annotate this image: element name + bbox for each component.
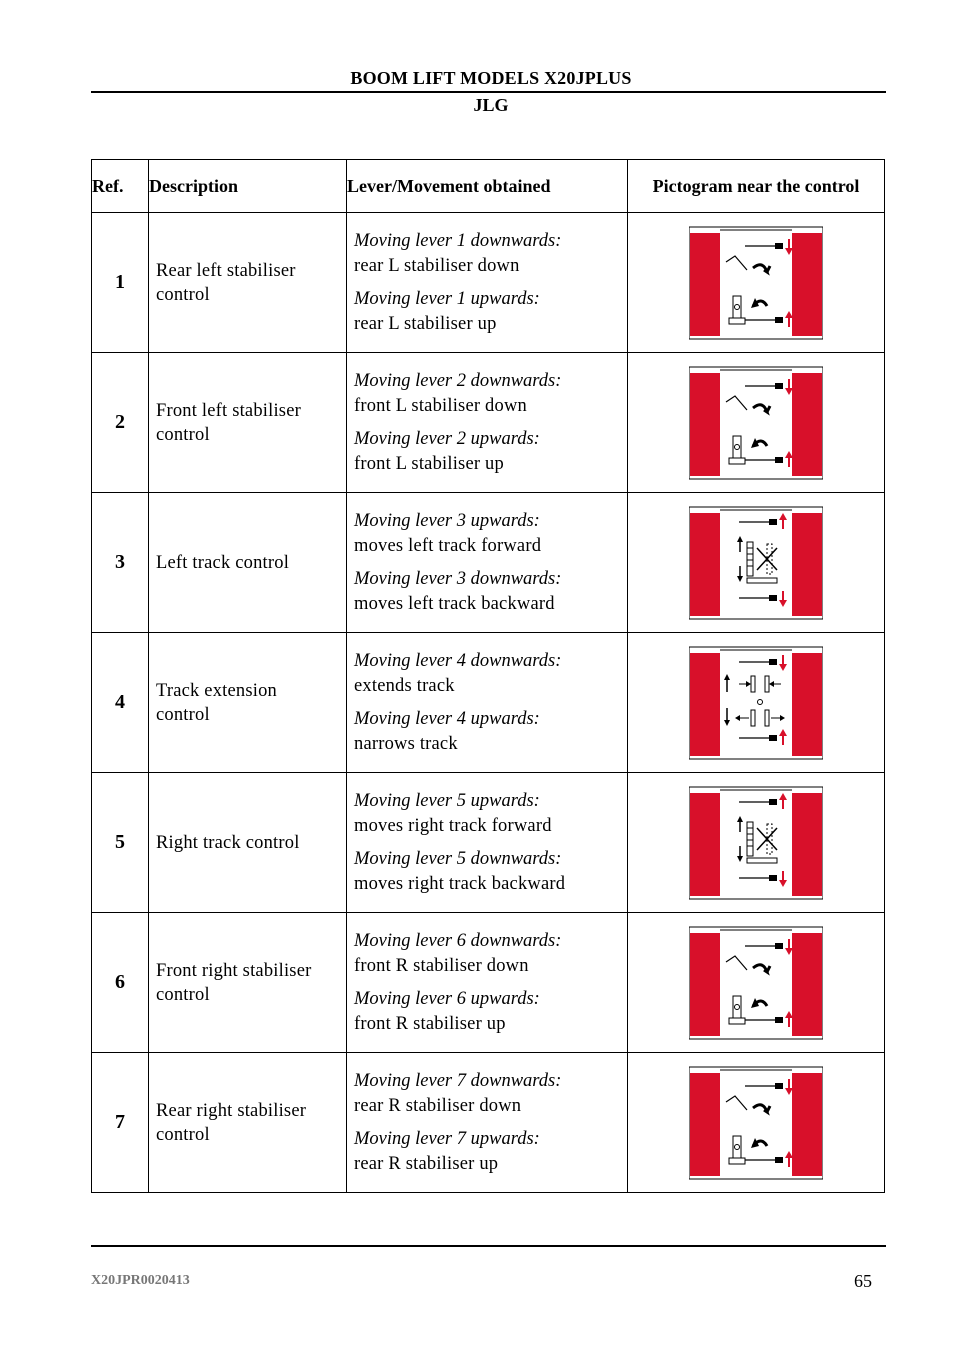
table-row: [92, 913, 885, 1053]
col-header-ref: Ref.: [92, 160, 149, 213]
description-cell: [149, 913, 347, 1053]
movement-label: Moving lever 4 upwards:: [354, 708, 540, 729]
movement-result: moves right track forward: [354, 815, 552, 836]
table-header-row: [92, 160, 885, 213]
ref-cell: 4: [92, 633, 149, 773]
movement-cell: [347, 1053, 628, 1193]
movement-result: moves right track backward: [354, 873, 566, 894]
movement-label: Moving lever 5 upwards:: [354, 790, 540, 811]
description-cell: [149, 353, 347, 493]
table-row: [92, 213, 885, 353]
description-line: control: [156, 1124, 210, 1145]
col-header-description: Description: [149, 160, 347, 213]
movement-cell: [347, 353, 628, 493]
track-pictogram: [628, 493, 885, 633]
movement-label: Moving lever 3 downwards:: [354, 568, 562, 589]
ref-cell: 1: [92, 213, 149, 353]
page-number: 65: [854, 1271, 872, 1291]
description-line: Rear left stabiliser: [156, 260, 296, 281]
table-row: [92, 1053, 885, 1193]
movement-result: narrows track: [354, 733, 458, 754]
description-cell: [149, 213, 347, 353]
movement-result: front L stabiliser down: [354, 395, 527, 416]
description-line: Front right stabiliser: [156, 960, 312, 981]
movement-label: Moving lever 5 downwards:: [354, 848, 562, 869]
header-subtitle: JLG: [473, 95, 509, 115]
movement-cell: [347, 913, 628, 1053]
movement-label: Moving lever 7 upwards:: [354, 1128, 540, 1149]
description-line: Rear right stabiliser: [156, 1100, 307, 1121]
pictogram-graphic: [689, 926, 823, 1040]
table-row: [92, 353, 885, 493]
movement-result: rear L stabiliser down: [354, 255, 520, 276]
movement-label: Moving lever 2 downwards:: [354, 370, 562, 391]
movement-result: rear R stabiliser down: [354, 1095, 522, 1116]
pictogram-graphic: [689, 786, 823, 900]
col-header-movement: Lever/Movement obtained: [347, 160, 628, 213]
description-line: Right track control: [156, 832, 300, 853]
movement-result: moves left track forward: [354, 535, 542, 556]
movement-label: Moving lever 1 upwards:: [354, 288, 540, 309]
ref-cell: 3: [92, 493, 149, 633]
description-line: Left track control: [156, 552, 290, 573]
movement-label: Moving lever 2 upwards:: [354, 428, 540, 449]
pictogram-graphic: [689, 366, 823, 480]
pictogram-graphic: [689, 1066, 823, 1180]
movement-cell: [347, 213, 628, 353]
movement-result: rear R stabiliser up: [354, 1153, 499, 1174]
movement-label: Moving lever 7 downwards:: [354, 1070, 562, 1091]
ref-cell: 6: [92, 913, 149, 1053]
ref-cell: 7: [92, 1053, 149, 1193]
description-line: control: [156, 424, 210, 445]
header-title: BOOM LIFT MODELS X20JPLUS: [350, 68, 632, 88]
description-line: Track extension: [156, 680, 278, 701]
col-header-pictogram: Pictogram near the control: [628, 160, 885, 213]
description-line: Front left stabiliser: [156, 400, 301, 421]
document-code: X20JPR0020413: [91, 1273, 190, 1288]
description-cell: [149, 633, 347, 773]
movement-cell: [347, 773, 628, 913]
stabiliser-pictogram: [628, 913, 885, 1053]
movement-label: Moving lever 3 upwards:: [354, 510, 540, 531]
ref-cell: 2: [92, 353, 149, 493]
footer-rule: [91, 1245, 886, 1247]
description-line: control: [156, 284, 210, 305]
stabiliser-pictogram: [628, 353, 885, 493]
movement-result: front L stabiliser up: [354, 453, 504, 474]
movement-result: front R stabiliser down: [354, 955, 529, 976]
pictogram-graphic: [689, 226, 823, 340]
table-row: [92, 493, 885, 633]
movement-label: Moving lever 1 downwards:: [354, 230, 562, 251]
description-line: control: [156, 984, 210, 1005]
stabiliser-pictogram: [628, 213, 885, 353]
movement-label: Moving lever 6 downwards:: [354, 930, 562, 951]
movement-label: Moving lever 4 downwards:: [354, 650, 562, 671]
table-row: [92, 773, 885, 913]
movement-cell: [347, 633, 628, 773]
description-line: control: [156, 704, 210, 725]
controls-table: [91, 159, 885, 1193]
track-extension-pictogram: [628, 633, 885, 773]
movement-result: moves left track backward: [354, 593, 555, 614]
pictogram-graphic: [689, 506, 823, 620]
movement-label: Moving lever 6 upwards:: [354, 988, 540, 1009]
description-cell: [149, 493, 347, 633]
description-cell: [149, 1053, 347, 1193]
description-cell: [149, 773, 347, 913]
movement-cell: [347, 493, 628, 633]
movement-result: rear L stabiliser up: [354, 313, 497, 334]
track-pictogram: [628, 773, 885, 913]
pictogram-graphic: [689, 646, 823, 760]
movement-result: front R stabiliser up: [354, 1013, 506, 1034]
ref-cell: 5: [92, 773, 149, 913]
table-row: [92, 633, 885, 773]
stabiliser-pictogram: [628, 1053, 885, 1193]
movement-result: extends track: [354, 675, 455, 696]
header-rule: [91, 91, 886, 93]
